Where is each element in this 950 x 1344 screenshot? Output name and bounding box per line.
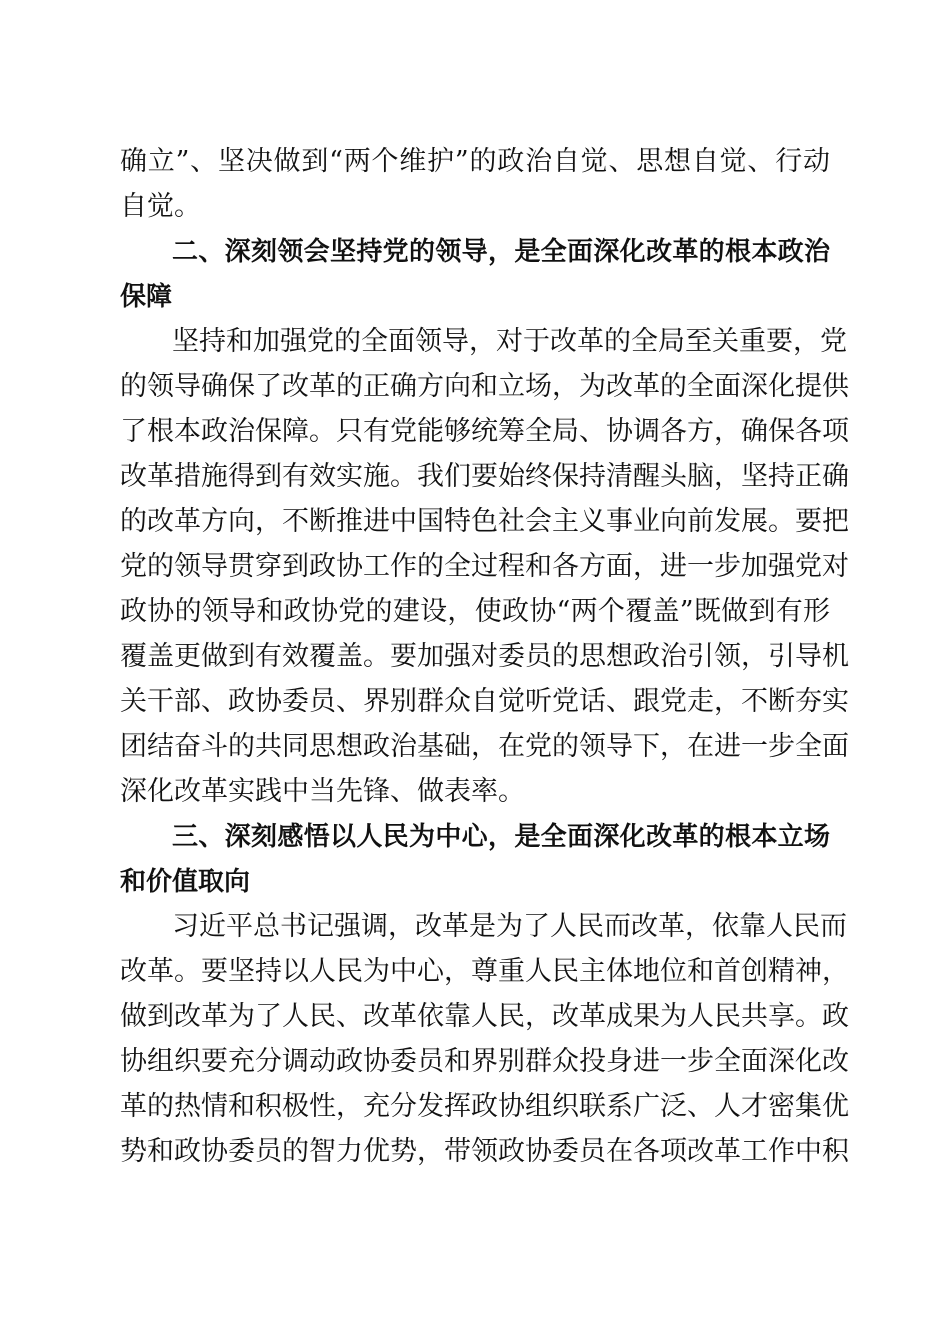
text-line: 自觉。 — [120, 191, 201, 222]
text-line: 势和政协委员的智力优势，带领政协委员在各项改革工作中积 — [120, 1136, 849, 1167]
section-heading: 保障 — [120, 282, 173, 312]
section-heading: 和价值取向 — [120, 867, 251, 897]
text-line: 党的领导贯穿到政协工作的全过程和各方面，进一步加强党对 — [120, 551, 849, 582]
text-line: 确立”、坚决做到“两个维护”的政治自觉、思想自觉、行动 — [120, 146, 830, 177]
text-line: 坚持和加强党的全面领导，对于改革的全局至关重要，党 — [172, 326, 847, 357]
text-line: 深化改革实践中当先锋、做表率。 — [120, 776, 525, 807]
text-line: 做到改革为了人民、改革依靠人民，改革成果为人民共享。政 — [120, 1001, 849, 1032]
text-line: 改革措施得到有效实施。我们要始终保持清醒头脑，坚持正确 — [120, 461, 849, 492]
text-line: 革的热情和积极性，充分发挥政协组织联系广泛、人才密集优 — [120, 1091, 849, 1122]
text-line: 改革。要坚持以人民为中心，尊重人民主体地位和首创精神， — [120, 956, 849, 987]
text-line: 协组织要充分调动政协委员和界别群众投身进一步全面深化改 — [120, 1046, 849, 1077]
text-line: 覆盖更做到有效覆盖。要加强对委员的思想政治引领，引导机 — [120, 641, 849, 672]
section-heading: 三、深刻感悟以人民为中心，是全面深化改革的根本立场 — [172, 822, 830, 852]
text-line: 关干部、政协委员、界别群众自觉听党话、跟党走，不断夯实 — [120, 686, 849, 717]
text-line: 习近平总书记强调，改革是为了人民而改革，依靠人民而 — [172, 911, 847, 942]
text-line: 的改革方向，不断推进中国特色社会主义事业向前发展。要把 — [120, 506, 849, 537]
text-line: 团结奋斗的共同思想政治基础，在党的领导下，在进一步全面 — [120, 731, 849, 762]
text-line: 了根本政治保障。只有党能够统筹全局、协调各方，确保各项 — [120, 416, 849, 447]
text-line: 政协的领导和政协党的建设，使政协“两个覆盖”既做到有形 — [120, 596, 830, 627]
section-heading: 二、深刻领会坚持党的领导，是全面深化改革的根本政治 — [172, 237, 830, 267]
text-line: 的领导确保了改革的正确方向和立场，为改革的全面深化提供 — [120, 371, 849, 402]
